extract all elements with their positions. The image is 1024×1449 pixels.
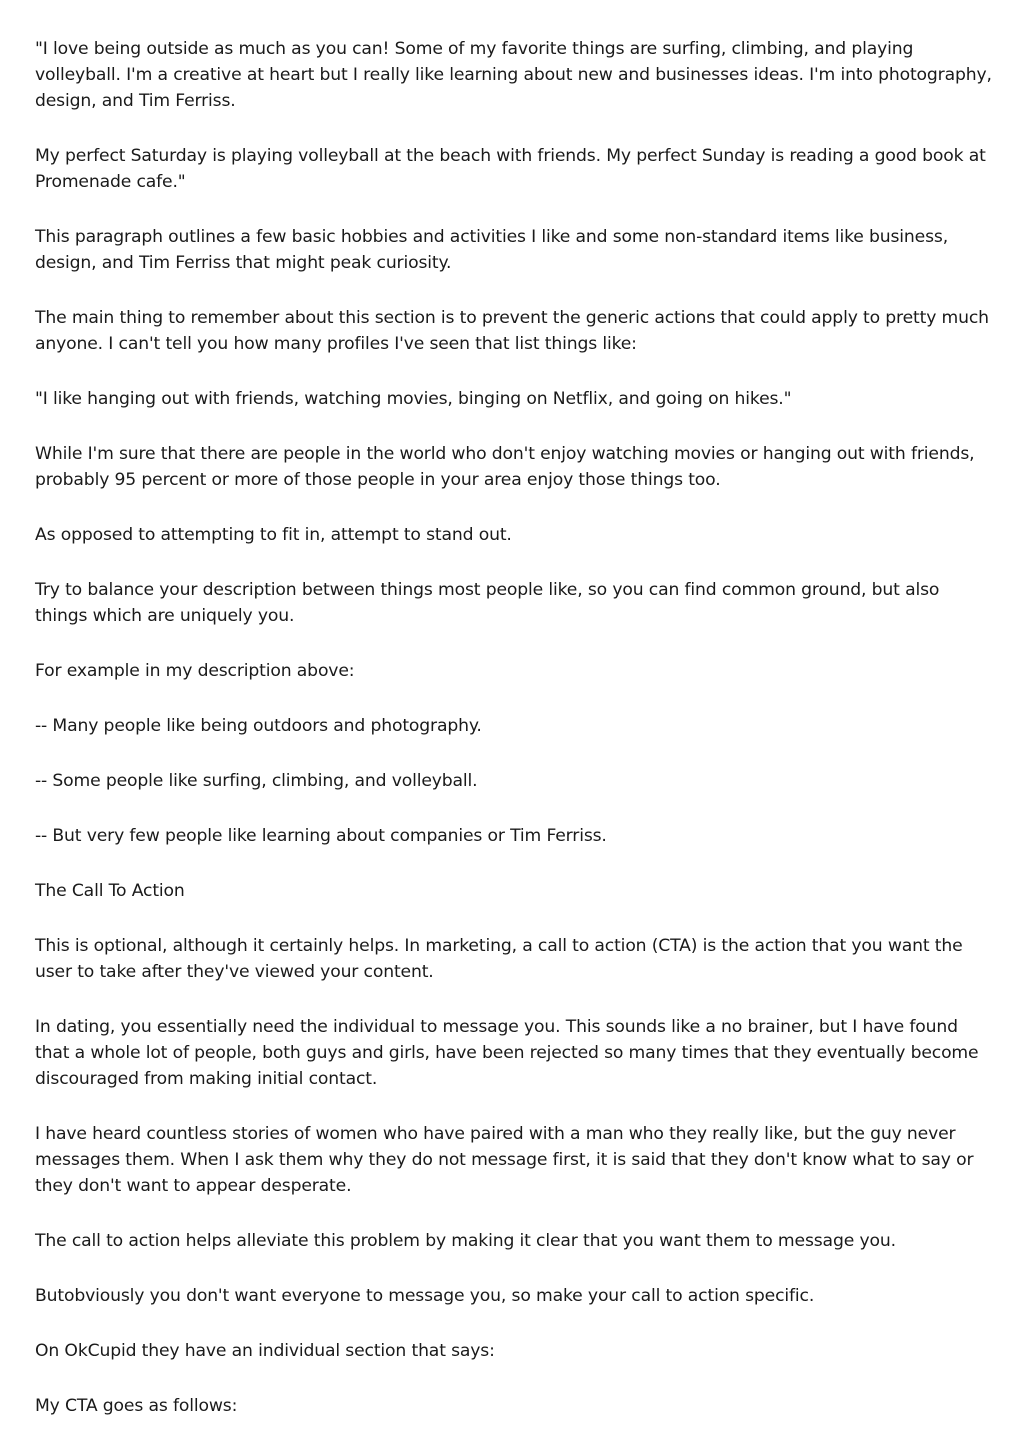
paragraph-stand-out: As opposed to attempting to fit in, attempt to stand out. [35,525,512,545]
paragraph-stories: I have heard countless stories of women who have paired with a man who they really like, but the guy never messages them. When I ask them why they do not message first, it is said that they don't know what to say or they don't want to appear desperate. [35,1124,974,1196]
paragraph-okcupid: On OkCupid they have an individual section that says: [35,1341,495,1361]
list-item-few: -- But very few people like learning about companies or Tim Ferriss. [35,826,607,846]
document-body [35,36,995,1448]
paragraph-dating: In dating, you essentially need the individual to message you. This sounds like a no brainer, but I have found that a whole lot of people, both guys and girls, have been rejected so many times that they eventually become discouraged from making initial contact. [35,1017,979,1089]
paragraph-specific: Butobviously you don't want everyone to message you, so make your call to action specific. [35,1286,815,1306]
paragraph-optional: This is optional, although it certainly helps. In marketing, a call to action (CTA) is the action that you want the user to take after they've viewed your content. [35,936,963,982]
paragraph-while: While I'm sure that there are people in the world who don't enjoy watching movies or hanging out with friends, probably 95 percent or more of those people in your area enjoy those things too. [35,444,975,490]
paragraph-alleviate: The call to action helps alleviate this problem by making it clear that you want them to message you. [35,1231,896,1251]
list-item-some: -- Some people like surfing, climbing, and volleyball. [35,771,478,791]
paragraph-generic-quote: "I like hanging out with friends, watching movies, binging on Netflix, and going on hikes." [35,389,792,409]
list-item-many: -- Many people like being outdoors and photography. [35,716,482,736]
paragraph-quote-intro: "I love being outside as much as you can! Some of my favorite things are surfing, climbing, and playing volleyball. I'm a creative at heart but I really like learning about new and businesses ideas. I'm into photography, design, and Tim Ferriss. [35,39,992,111]
paragraph-example: For example in my description above: [35,661,355,681]
paragraph-explanation: This paragraph outlines a few basic hobbies and activities I like and some non-standard items like business, design, and Tim Ferriss that might peak curiosity. [35,227,949,273]
section-heading-cta: The Call To Action [35,881,185,901]
paragraph-main-thing: The main thing to remember about this section is to prevent the generic actions that could apply to pretty much anyone. I can't tell you how many profiles I've seen that list things like: [35,308,989,354]
paragraph-quote-weekend: My perfect Saturday is playing volleyball at the beach with friends. My perfect Sunday is reading a good book at Promenade cafe." [35,146,986,192]
paragraph-balance: Try to balance your description between things most people like, so you can find common ground, but also things which are uniquely you. [35,580,940,626]
paragraph-my-cta: My CTA goes as follows: [35,1396,238,1416]
